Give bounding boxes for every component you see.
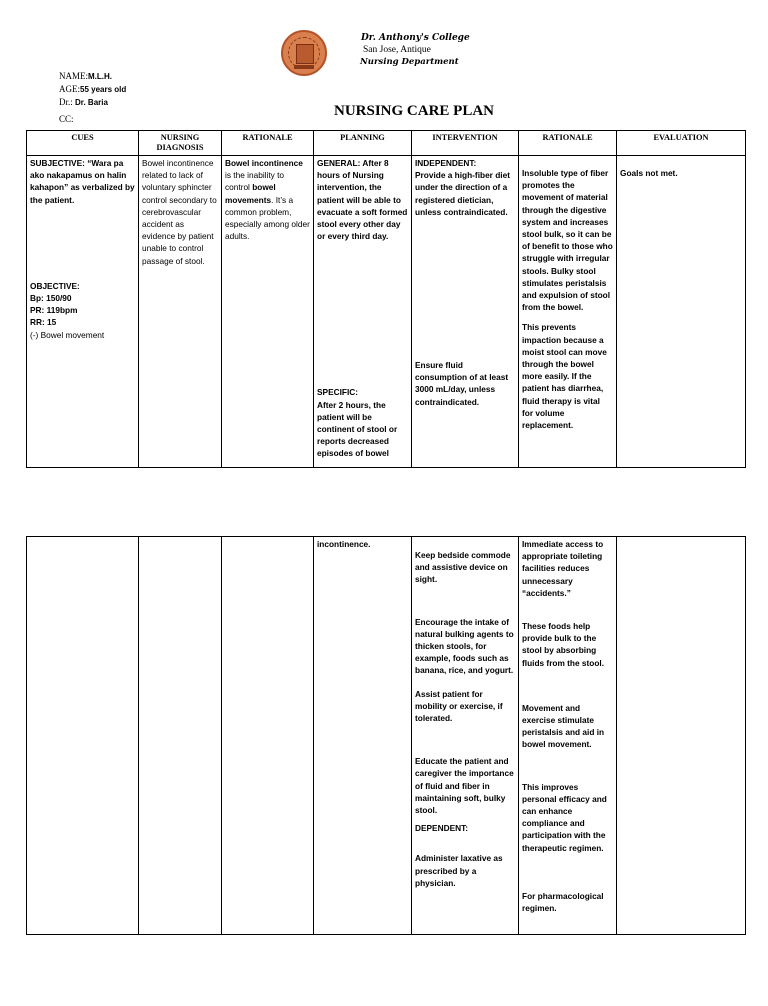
intervention-item: Encourage the intake of natural bulking agents to thicken stools, for example, foods such as banana, rice, and yogurt.	[415, 616, 514, 676]
college-name: Dr. Anthony's College	[361, 33, 470, 43]
col-header-diagnosis: NURSING DIAGNOSIS	[139, 131, 222, 156]
table-row	[27, 537, 746, 935]
intervention-cell-2	[412, 537, 519, 935]
rationale-item: Immediate access to appropriate toileting facilities reduces unnecessary “accidents.”	[522, 539, 604, 598]
planning-specific-label: SPECIFIC:	[317, 387, 359, 398]
intervention-1: Provide a high-fiber diet under the direction of a registered dietician, unless contraindicated.	[415, 170, 510, 217]
col-header-rationale-2: RATIONALE	[519, 131, 617, 156]
rationale-cell	[222, 156, 314, 468]
dependent-label: DEPENDENT:	[415, 823, 469, 834]
rationale2-cell-2	[519, 537, 617, 935]
planning-general: GENERAL: After 8 hours of Nursing intervention, the patient will be able to evacuate a soft formed stool every other day or every third day.	[317, 158, 408, 242]
intervention-item: Educate the patient and caregiver the importance of fluid and fiber in maintaining soft, bulky stool.	[415, 756, 514, 816]
col-header-planning: PLANNING	[314, 131, 412, 156]
dr-value: Dr. Baria	[75, 98, 108, 107]
bowel-value: (-) Bowel movement	[30, 329, 105, 340]
name-value: M.L.H.	[88, 72, 112, 81]
cues-cell	[27, 156, 139, 468]
intervention-cell	[412, 156, 519, 468]
care-plan-table-1	[26, 130, 746, 468]
rationale-text-2: . It’s a common problem, especially among older adults.	[225, 194, 310, 242]
intervention-item: Keep bedside commode and assistive device on sight.	[415, 550, 511, 585]
diagnosis-cell: Bowel incontinence related to lack of voluntary sphincter control secondary to cerebrovascular accident as evidence by patient unable to control passage of stool.	[139, 156, 222, 468]
pr-value: PR: 119bpm	[30, 305, 78, 316]
age-label: AGE:	[59, 84, 80, 94]
rr-value: RR: 15	[30, 317, 57, 328]
rationale2-2: This prevents impaction because a moist stool can move through the bowel more easily. If the patient has diarrhea, fluid therapy is vital for volume replacement.	[522, 322, 607, 431]
col-header-rationale: RATIONALE	[222, 131, 314, 156]
care-plan-table-2	[26, 536, 746, 935]
subjective-label: SUBJECTIVE:	[30, 158, 85, 168]
rationale-item: For pharmacological regimen.	[522, 890, 604, 914]
bp-value: Bp: 150/90	[30, 293, 72, 304]
rationale-text-1: is the inability to control	[225, 170, 285, 193]
intervention-item: Assist patient for mobility or exercise, if tolerated.	[415, 688, 503, 724]
rationale-bold: Bowel incontinence	[225, 158, 303, 168]
col-header-intervention: INTERVENTION	[412, 131, 519, 156]
evaluation-cell	[617, 156, 746, 468]
intervention-2: Ensure fluid consumption of at least 3000 mL/day, unless contraindicated.	[415, 360, 509, 407]
planning-continued: incontinence.	[317, 539, 371, 549]
rationale-item: These foods help provide bulk to the stool by absorbing fluids from the stool.	[522, 621, 605, 668]
intervention-label: INDEPENDENT:	[415, 158, 477, 168]
col-header-cues: CUES	[27, 131, 139, 156]
age-value: 55 years old	[80, 85, 127, 94]
rationale-item: This improves personal efficacy and can enhance compliance and participation with the therapeutic regimen.	[522, 781, 607, 853]
col-header-evaluation: EVALUATION	[617, 131, 746, 156]
subjective-text: “Wara pa ako nakapamus on halin kahapon” as verbalized by the patient.	[30, 158, 135, 205]
page-title: NURSING CARE PLAN	[333, 103, 494, 119]
rationale2-1: Insoluble type of fiber promotes the movement of material through the digestive system and increases stool bulk, so it can be of benefit to those who struggle with irregular stools. Bulky stool stimulates peristalsis and expulsion of stool from the bowel.	[522, 168, 613, 313]
planning-specific: After 2 hours, the patient will be continent of stool or reports decreased episodes of bowel	[317, 399, 398, 459]
diagnosis-cell-2	[139, 537, 222, 935]
objective-label: OBJECTIVE:	[30, 280, 80, 291]
evaluation-cell-2	[617, 537, 746, 935]
rationale2-cell	[519, 156, 617, 468]
evaluation-text: Goals not met.	[620, 168, 678, 178]
college-location: San Jose, Antique	[363, 45, 431, 55]
dr-label: Dr.:	[59, 97, 73, 107]
rationale-bold-2: bowel movements	[225, 182, 276, 205]
table-row	[27, 156, 746, 468]
rationale-cell-2	[222, 537, 314, 935]
department-name: Nursing Department	[360, 57, 459, 67]
cues-cell-2	[27, 537, 139, 935]
planning-cell-2	[314, 537, 412, 935]
intervention-item: Administer laxative as prescribed by a physician.	[415, 853, 503, 888]
name-label: NAME:	[59, 71, 88, 81]
table-header-row	[27, 131, 746, 156]
cc-label: CC:	[59, 114, 74, 124]
planning-cell	[314, 156, 412, 468]
rationale-item: Movement and exercise stimulate peristalsis and aid in bowel movement.	[522, 702, 605, 750]
college-seal-logo	[281, 30, 327, 76]
